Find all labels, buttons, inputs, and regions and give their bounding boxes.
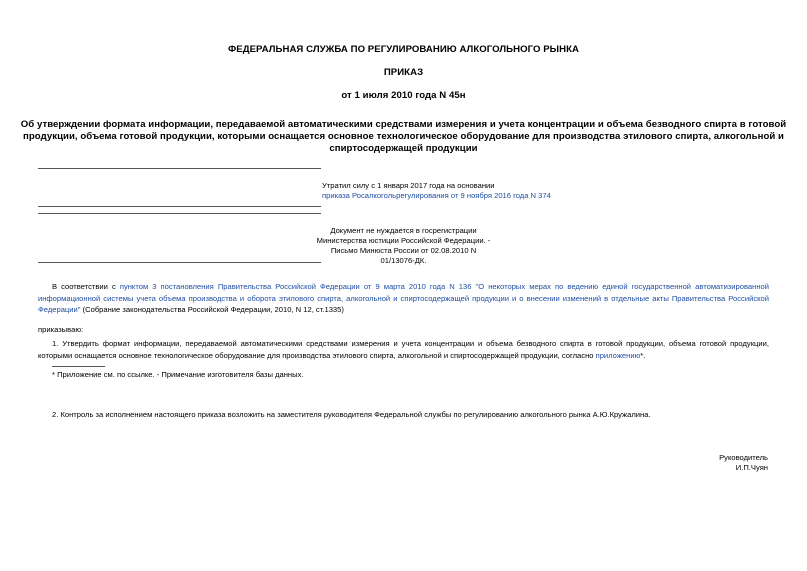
- document-title: [0, 119, 807, 155]
- order-item-2: 2. Контроль за исполнением настоящего приказа возложить на заместителя руководителя Федеральной службы по регулированию алкогольного рынка А.Ю.Кружалина.: [52, 410, 651, 419]
- title-line: продукции, объема готовой продукции, которыми оснащается основное технологическое оборудование для производства этилового спирта, алкогольной и: [23, 131, 784, 142]
- preamble-suffix: (Собрание законодательства Российской Федерации, 2010, N 12, ст.1335): [80, 305, 344, 314]
- doc-type-heading: ПРИКАЗ: [383, 67, 424, 78]
- status-note: [322, 181, 551, 201]
- registration-line: Министерства юстиции Российской Федерации. -: [316, 236, 491, 245]
- signatory-role: Руководитель: [719, 453, 768, 462]
- order-item-1-text: 1. Утвердить формат информации, передаваемой автоматическими средствами измерения и учета концентрации и объема безводного спирта в готовой продукции, объема готовой продукции, которыми оснащается основное технологическое оборудование для производства этилового спирта, алкогольной и спиртосодержащей продукции, согласно: [38, 339, 769, 360]
- repeal-order-link[interactable]: приказа Росалкогольрегулирования от 9 ноября 2016 года N 374: [322, 191, 551, 200]
- title-line: спиртосодержащей продукции: [329, 143, 478, 154]
- title-line: Об утверждении формата информации, передаваемой автоматическими средствами измерения и учета концентрации и объема безводного спирта в готовой: [20, 119, 787, 130]
- preamble-paragraph: [38, 281, 769, 316]
- registration-line: Документ не нуждается в госрегистрации: [330, 226, 477, 235]
- signature-block: [719, 453, 768, 473]
- signatory-name: И.П.Чуян: [735, 463, 768, 472]
- divider: [38, 168, 321, 169]
- footnote-separator: [52, 366, 105, 367]
- agency-heading: ФЕДЕРАЛЬНАЯ СЛУЖБА ПО РЕГУЛИРОВАНИЮ АЛКОГОЛЬНОГО РЫНКА: [228, 44, 579, 55]
- date-number-heading: от 1 июля 2010 года N 45н: [341, 90, 466, 101]
- registration-note: [313, 226, 494, 266]
- footnote: * Приложение см. по ссылке. - Примечание изготовителя базы данных.: [52, 370, 304, 379]
- registration-line: Письмо Минюста России от 02.08.2010 N 01/13076-ДК.: [330, 246, 477, 265]
- appendix-link[interactable]: приложению: [595, 350, 641, 360]
- status-note-text: Утратил силу с 1 января 2017 года на основании: [322, 181, 495, 190]
- divider: [38, 262, 321, 263]
- preamble-prefix: В соответствии с: [52, 282, 116, 291]
- divider: [38, 213, 321, 214]
- order-word: приказываю:: [38, 325, 84, 334]
- order-item-1: [38, 338, 769, 361]
- divider: [38, 206, 321, 207]
- government-decree-link[interactable]: пунктом 3 постановления Правительства Российской Федерации от 9 марта 2010 года N 136 "О некоторых мерах по ведению единой государственной автоматизированной информационной системы учета объема производства и оборота этилового спирта, алкогольной и спиртосодержащей продукции и о внесении изменений в отдельные акты Правительства Российской Федерации": [38, 282, 770, 314]
- order-item-1-suffix: *.: [640, 350, 646, 360]
